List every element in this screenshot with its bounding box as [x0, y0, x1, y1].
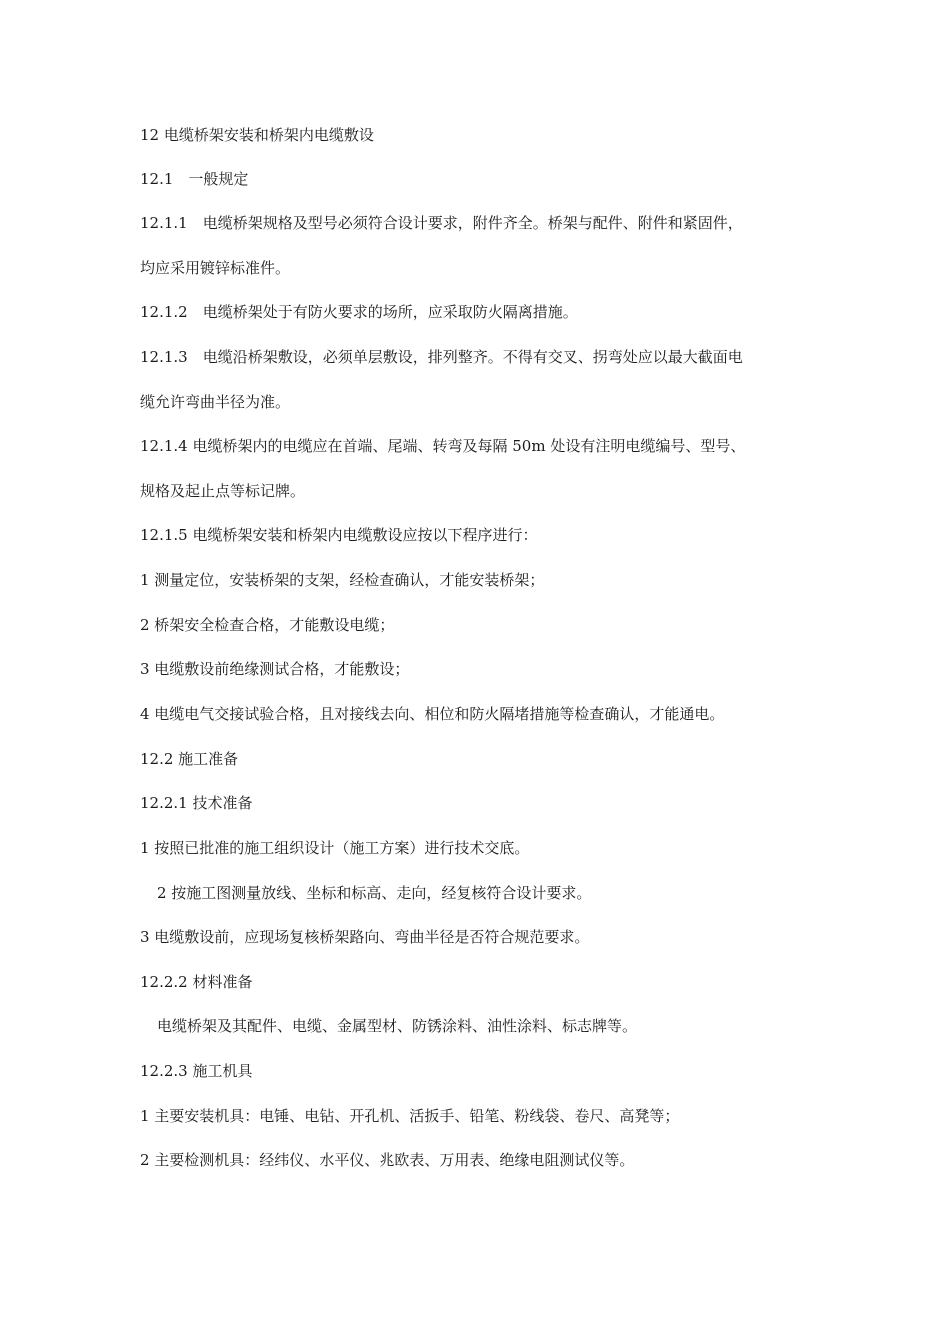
subsection-heading: 12.1 一般规定 — [140, 170, 249, 188]
clause-text: 规格及起止点等标记牌。 — [140, 482, 306, 500]
clause-text: 12.1.1 电缆桥架规格及型号必须符合设计要求，附件齐全。桥架与配件、附件和紧固件， — [140, 214, 743, 232]
clause-text: 12.1.3 电缆沿桥架敷设，必须单层敷设，排列整齐。不得有交叉、拐弯处应以最大截面电 — [140, 348, 743, 366]
clause-text: 缆允许弯曲半径为准。 — [140, 393, 291, 411]
subsection-heading: 12.2.3 施工机具 — [140, 1062, 253, 1080]
list-item: 2 按施工图测量放线、坐标和标高、走向，经复核符合设计要求。 — [157, 884, 592, 902]
clause-text: 12.1.2 电缆桥架处于有防火要求的场所，应采取防火隔离措施。 — [140, 303, 578, 321]
clause-text: 电缆桥架及其配件、电缆、金属型材、防锈涂料、油性涂料、标志牌等。 — [157, 1017, 638, 1035]
list-item: 2 主要检测机具：经纬仪、水平仪、兆欧表、万用表、绝缘电阻测试仪等。 — [140, 1151, 635, 1169]
list-item: 3 电缆敷设前绝缘测试合格，才能敷设； — [140, 660, 410, 678]
list-item: 1 测量定位，安装桥架的支架，经检查确认，才能安装桥架； — [140, 571, 545, 589]
list-item: 2 桥架安全检查合格，才能敷设电缆； — [140, 616, 395, 634]
subsection-heading: 12.2 施工准备 — [140, 750, 239, 768]
clause-text: 12.1.5 电缆桥架安装和桥架内电缆敷设应按以下程序进行： — [140, 526, 538, 544]
subsection-heading: 12.2.1 技术准备 — [140, 794, 253, 812]
list-item: 1 按照已批准的施工组织设计（施工方案）进行技术交底。 — [140, 839, 530, 857]
section-title: 12 电缆桥架安装和桥架内电缆敷设 — [140, 126, 374, 144]
list-item: 4 电缆电气交接试验合格，且对接线去向、相位和防火隔堵措施等检查确认，才能通电。 — [140, 705, 725, 723]
list-item: 3 电缆敷设前，应现场复核桥架路向、弯曲半径是否符合规范要求。 — [140, 928, 590, 946]
list-item: 1 主要安装机具：电锤、电钻、开孔机、活扳手、铅笔、粉线袋、卷尺、高凳等； — [140, 1107, 680, 1125]
clause-text: 均应采用镀锌标准件。 — [140, 259, 291, 277]
subsection-heading: 12.2.2 材料准备 — [140, 973, 253, 991]
clause-text: 12.1.4 电缆桥架内的电缆应在首端、尾端、转弯及每隔 50m 处设有注明电缆编号、型号、 — [140, 437, 746, 455]
